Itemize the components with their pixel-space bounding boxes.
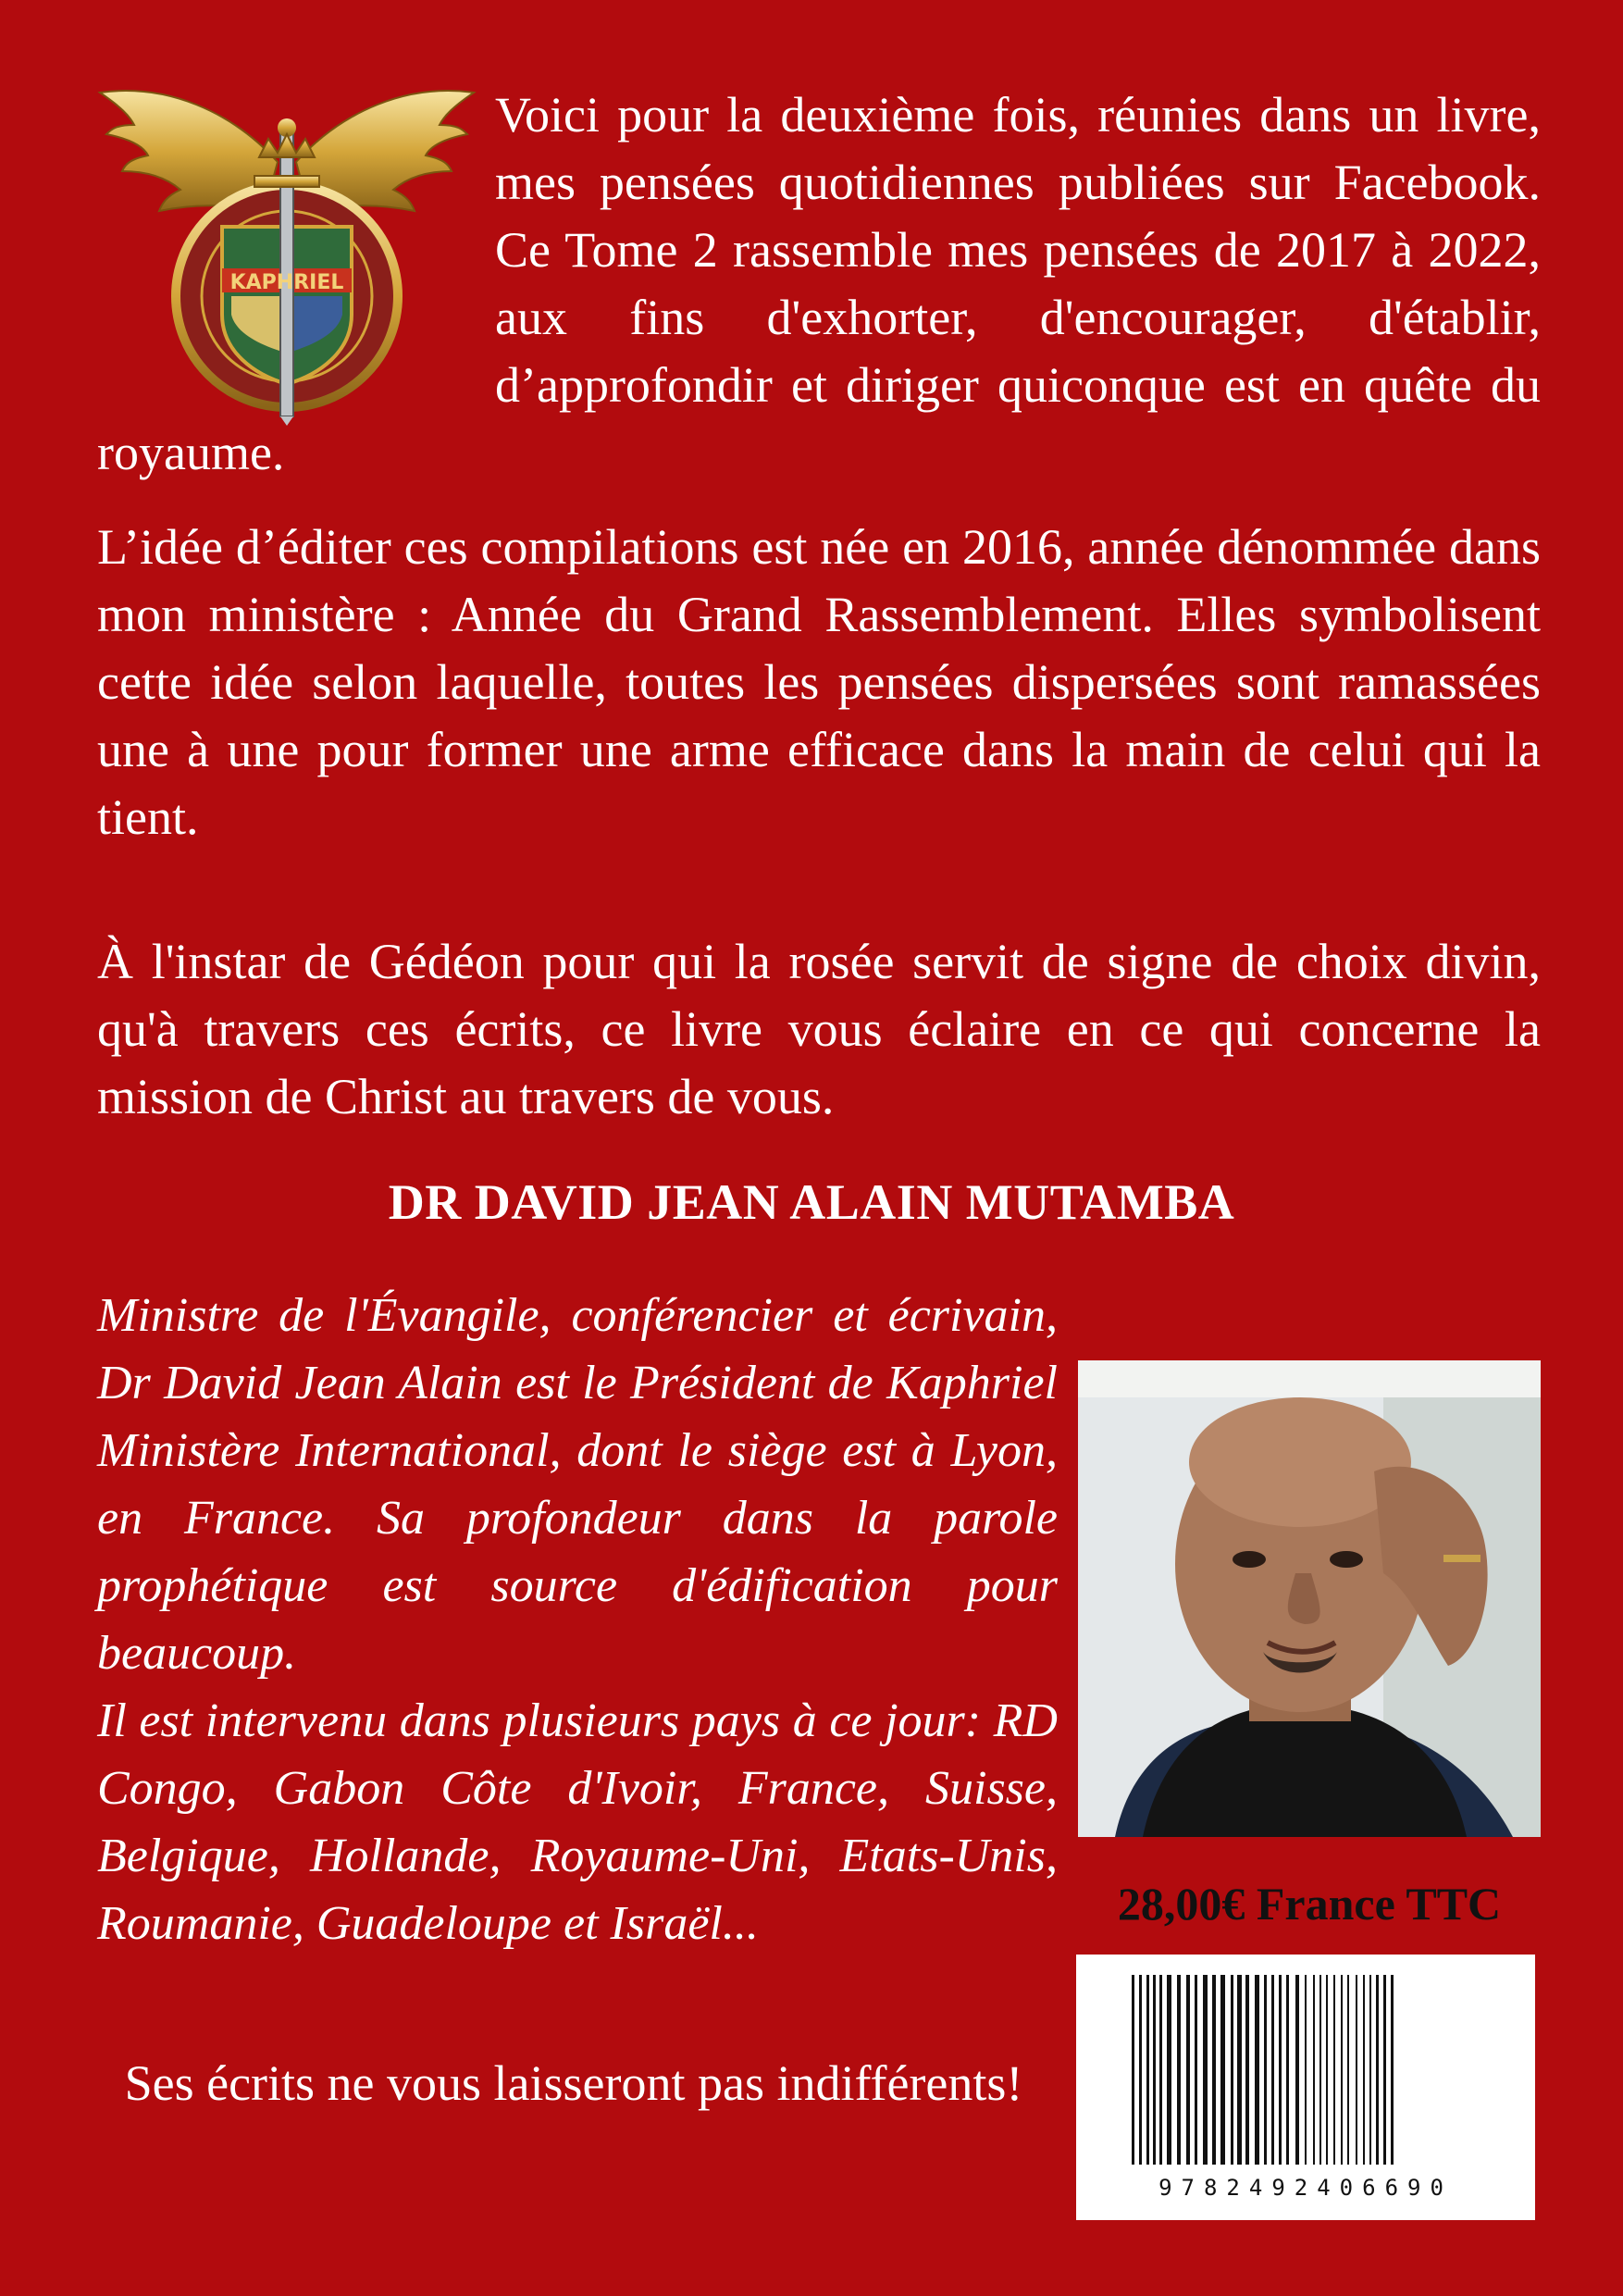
barcode-bars bbox=[1076, 1955, 1535, 2177]
barcode-bar bbox=[1220, 1975, 1225, 2165]
price-label: 28,00€ France TTC bbox=[1117, 1878, 1502, 1930]
barcode-bar bbox=[1132, 1975, 1134, 2165]
barcode-bar bbox=[1369, 1975, 1371, 2165]
intro-paragraph: Voici pour la deuxième fois, réunies dans un livre, mes pensées quotidiennes publiées sur Facebook. Ce Tome 2 rassemble mes pensées de 2017 à 2022, aux fins d'exhorter, d'encourager, d'établir, d’approfondir et diriger quiconque est en quête du royaume. bbox=[97, 87, 1541, 480]
paragraph-3: À l'instar de Gédéon pour qui la rosée servit de signe de choix divin, qu'à travers ces écrits, ce livre vous éclaire en ce qui concerne la mission de Christ au travers de vous. bbox=[97, 934, 1541, 1124]
barcode-bar bbox=[1341, 1975, 1343, 2165]
barcode-bar bbox=[1391, 1975, 1394, 2165]
bio-part-1: Ministre de l'Évangile, conférencier et écrivain, Dr David Jean Alain est le Président de Kaphriel Ministère International, dont le siège est à Lyon, en France. Sa profondeur dans la parole prophétique est source d'édification pour beaucoup. bbox=[97, 1289, 1058, 1680]
barcode-bar bbox=[1195, 1975, 1197, 2165]
barcode-bar bbox=[1363, 1975, 1365, 2165]
barcode-bar bbox=[1212, 1975, 1216, 2165]
barcode-bar bbox=[1295, 1975, 1299, 2165]
barcode-bar bbox=[1186, 1975, 1190, 2165]
barcode-bar bbox=[1167, 1975, 1171, 2165]
barcode-bar bbox=[1159, 1975, 1162, 2165]
barcode-bar bbox=[1146, 1975, 1149, 2165]
paragraph-2: L’idée d’éditer ces compilations est née en 2016, année dénommée dans mon ministère : Année du Grand Rassemblement. Elles symbolisent cette idée selon laquelle, toutes les pensées dispersées sont ramassées une à une pour former une arme efficace dans la main de celui qui la tient. bbox=[97, 519, 1541, 845]
barcode-bar bbox=[1203, 1975, 1208, 2165]
barcode-bar bbox=[1333, 1975, 1335, 2165]
barcode bbox=[1076, 1955, 1535, 2220]
barcode-bar bbox=[1139, 1975, 1142, 2165]
barcode-bar bbox=[1271, 1975, 1274, 2165]
barcode-bar bbox=[1356, 1975, 1357, 2165]
barcode-bar bbox=[1305, 1975, 1307, 2165]
barcode-bar bbox=[1313, 1975, 1315, 2165]
barcode-bar bbox=[1286, 1975, 1289, 2165]
barcode-bar bbox=[1376, 1975, 1379, 2165]
barcode-bar bbox=[1231, 1975, 1233, 2165]
barcode-bar bbox=[1383, 1975, 1386, 2165]
closing-line: Ses écrits ne vous laisseront pas indifférents! bbox=[124, 2055, 1023, 2111]
barcode-bar bbox=[1237, 1975, 1242, 2165]
author-photo bbox=[1078, 1360, 1541, 1837]
barcode-number: 9782492406690 bbox=[1158, 2175, 1453, 2201]
barcode-bar bbox=[1255, 1975, 1259, 2165]
barcode-bar bbox=[1319, 1975, 1321, 2165]
barcode-bar bbox=[1264, 1975, 1267, 2165]
author-name: DR DAVID JEAN ALAIN MUTAMBA bbox=[388, 1174, 1235, 1230]
barcode-bar bbox=[1245, 1975, 1249, 2165]
bio-part-2: Il est intervenu dans plusieurs pays à ce jour: RD Congo, Gabon Côte d'Ivoir, France, Suisse, Belgique, Hollande, Royaume-Uni, Etats-Unis, Roumanie, Guadeloupe et Israël... bbox=[97, 1694, 1058, 1950]
barcode-bar bbox=[1326, 1975, 1328, 2165]
barcode-bar bbox=[1279, 1975, 1282, 2165]
barcode-bar bbox=[1153, 1975, 1156, 2165]
barcode-bar bbox=[1177, 1975, 1181, 2165]
barcode-bar bbox=[1347, 1975, 1349, 2165]
logo-name: KAPHRIEL bbox=[229, 271, 344, 294]
